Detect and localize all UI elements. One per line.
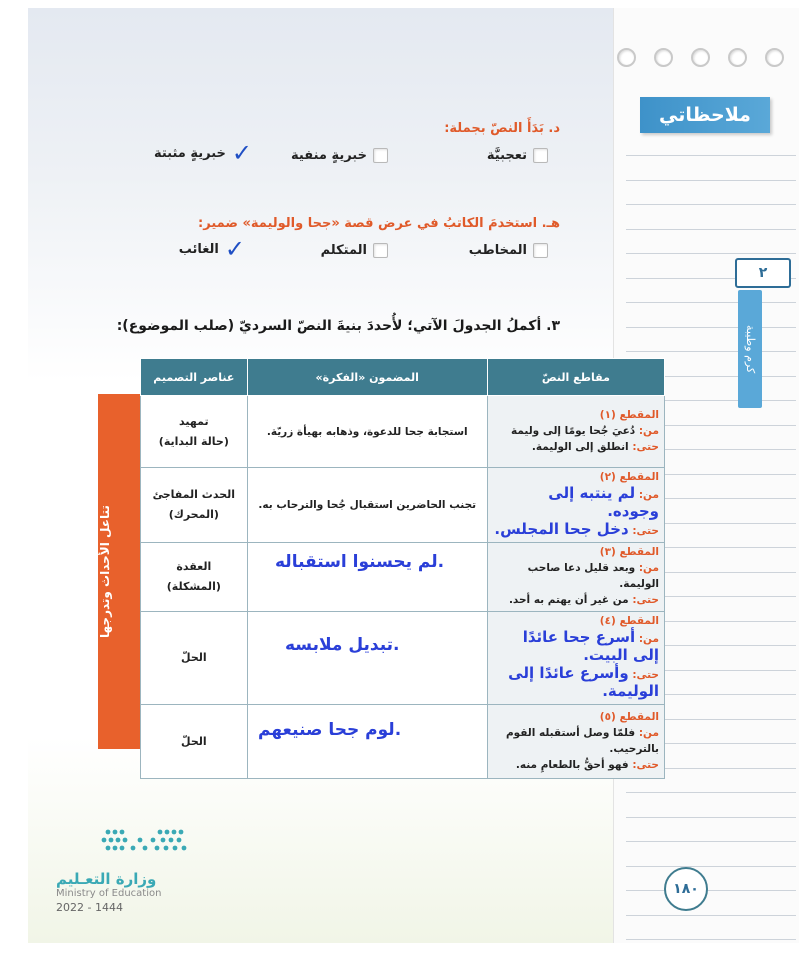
side-label: تتاعل الأحداث وتدرجها bbox=[98, 394, 140, 749]
page-number: ١٨٠ bbox=[664, 867, 708, 911]
segment-from: من: وبعد قليل دعا صاحب الوليمة. bbox=[527, 562, 659, 590]
element-cell: تمهيد (حالة البداية) bbox=[141, 396, 248, 468]
segment-from: من: دُعيَ جُحا يومًا إلى وليمة bbox=[511, 424, 659, 437]
option-h1[interactable]: المخاطب bbox=[469, 243, 548, 258]
note-line bbox=[626, 229, 796, 230]
segment-cell bbox=[487, 543, 664, 612]
idea-cell[interactable]: تجنب الحاضرين استقبال جُحا والترحاب به. bbox=[247, 468, 487, 543]
note-line bbox=[626, 351, 796, 352]
table-row bbox=[141, 612, 665, 705]
segment-from: من: أسرع جحا عائدًا إلى البيت. bbox=[522, 628, 659, 664]
element-cell: الحلّ bbox=[141, 612, 248, 705]
logo-dots-icon bbox=[100, 826, 190, 860]
note-line bbox=[626, 327, 796, 328]
idea-cell[interactable] bbox=[247, 705, 487, 779]
table-row bbox=[141, 468, 665, 543]
note-line bbox=[626, 302, 796, 303]
check-mark-icon: ✓ bbox=[224, 235, 245, 263]
question-3-title: ٣. أكملُ الجدولَ الآتي؛ لأُحددَ بنيةَ النصّ السرديّ (صلب الموضوع): bbox=[116, 318, 560, 334]
element-cell: الحدث المفاجئ (المحرك) bbox=[141, 468, 248, 543]
binder-hole bbox=[654, 48, 673, 67]
checkbox[interactable] bbox=[533, 243, 548, 258]
option-d3[interactable]: ✓ خبريةٍ مثبتة bbox=[153, 139, 252, 167]
unit-tab: كرم وطيبة bbox=[738, 290, 762, 408]
note-line bbox=[626, 866, 796, 867]
segment-to: حتى: دخل جحا المجلس. bbox=[494, 520, 659, 538]
segment-to: حتى: فهو أحقُّ بالطعامِ منه. bbox=[515, 758, 659, 771]
note-line bbox=[626, 890, 796, 891]
note-line bbox=[626, 817, 796, 818]
table-row bbox=[141, 396, 665, 468]
table-row bbox=[141, 705, 665, 779]
binder-hole bbox=[691, 48, 710, 67]
element-cell: العقدة (المشكلة) bbox=[141, 543, 248, 612]
segment-title: المقطع (٤) bbox=[599, 615, 659, 627]
segment-title: المقطع (٢) bbox=[599, 471, 659, 483]
note-line bbox=[626, 841, 796, 842]
element-cell: الحلّ bbox=[141, 705, 248, 779]
binder-hole bbox=[617, 48, 636, 67]
segment-cell bbox=[487, 396, 664, 468]
unit-number: ٢ bbox=[735, 258, 791, 288]
segment-to: حتى: انطلق إلى الوليمة. bbox=[531, 440, 659, 453]
note-line bbox=[626, 253, 796, 254]
check-mark-icon: ✓ bbox=[231, 139, 252, 167]
idea-cell[interactable] bbox=[247, 612, 487, 705]
checkbox[interactable] bbox=[533, 148, 548, 163]
segment-from: من: لم ينتبه إلى وجوده. bbox=[548, 484, 659, 520]
note-line bbox=[626, 792, 796, 793]
segment-to: حتى: وأسرع عائدًا إلى الوليمة. bbox=[508, 664, 659, 700]
handwritten-answer: لوم جحا صنيعهم. bbox=[258, 720, 402, 740]
question-d-title: د. بَدَأَ النصّ بجملة: bbox=[444, 121, 560, 136]
segment-cell bbox=[487, 468, 664, 543]
segment-cell bbox=[487, 612, 664, 705]
segment-to: حتى: من غير أن يهتم به أحد. bbox=[508, 594, 659, 606]
header-segments: مقاطع النصّ bbox=[487, 359, 664, 396]
segment-from: من: فلمّا وصل أستقبله القوم بالترحيب. bbox=[505, 726, 659, 755]
header-elements: عناصر التصميم bbox=[141, 359, 248, 396]
header-idea: المضمون «الفكرة» bbox=[247, 359, 487, 396]
option-d2[interactable]: خبريةٍ منفية bbox=[291, 148, 388, 163]
note-line bbox=[626, 915, 796, 916]
handwritten-answer: لم يحسنوا استقباله. bbox=[275, 552, 445, 572]
option-d1[interactable]: تعجبيَّة bbox=[487, 148, 548, 163]
note-line bbox=[626, 939, 796, 940]
note-line bbox=[626, 155, 796, 156]
option-h2[interactable]: المتكلم bbox=[321, 243, 388, 258]
binder-hole bbox=[728, 48, 747, 67]
option-h3[interactable]: ✓ الغائب bbox=[178, 235, 245, 263]
segment-cell bbox=[487, 705, 664, 779]
note-line bbox=[626, 204, 796, 205]
checkbox[interactable] bbox=[373, 148, 388, 163]
question-h-title: هـ. استخدمَ الكاتبُ في عرض قصة «جحا والوليمة» ضمير: bbox=[198, 216, 560, 231]
binder-hole bbox=[765, 48, 784, 67]
notes-title: ملاحظاتي bbox=[640, 97, 770, 133]
idea-cell[interactable]: استجابة جحا للدعوة، وذهابه بهيأة زريّة. bbox=[247, 396, 487, 468]
note-line bbox=[626, 180, 796, 181]
checkbox[interactable] bbox=[373, 243, 388, 258]
segment-title: المقطع (٣) bbox=[599, 546, 659, 558]
segment-title: المقطع (١) bbox=[599, 408, 659, 421]
segment-title: المقطع (٥) bbox=[599, 710, 659, 723]
ministry-logo: وزارة التعـليم Ministry of Education 2022 - 1444 bbox=[56, 870, 162, 914]
handwritten-answer: تبديل ملابسه. bbox=[285, 635, 400, 655]
